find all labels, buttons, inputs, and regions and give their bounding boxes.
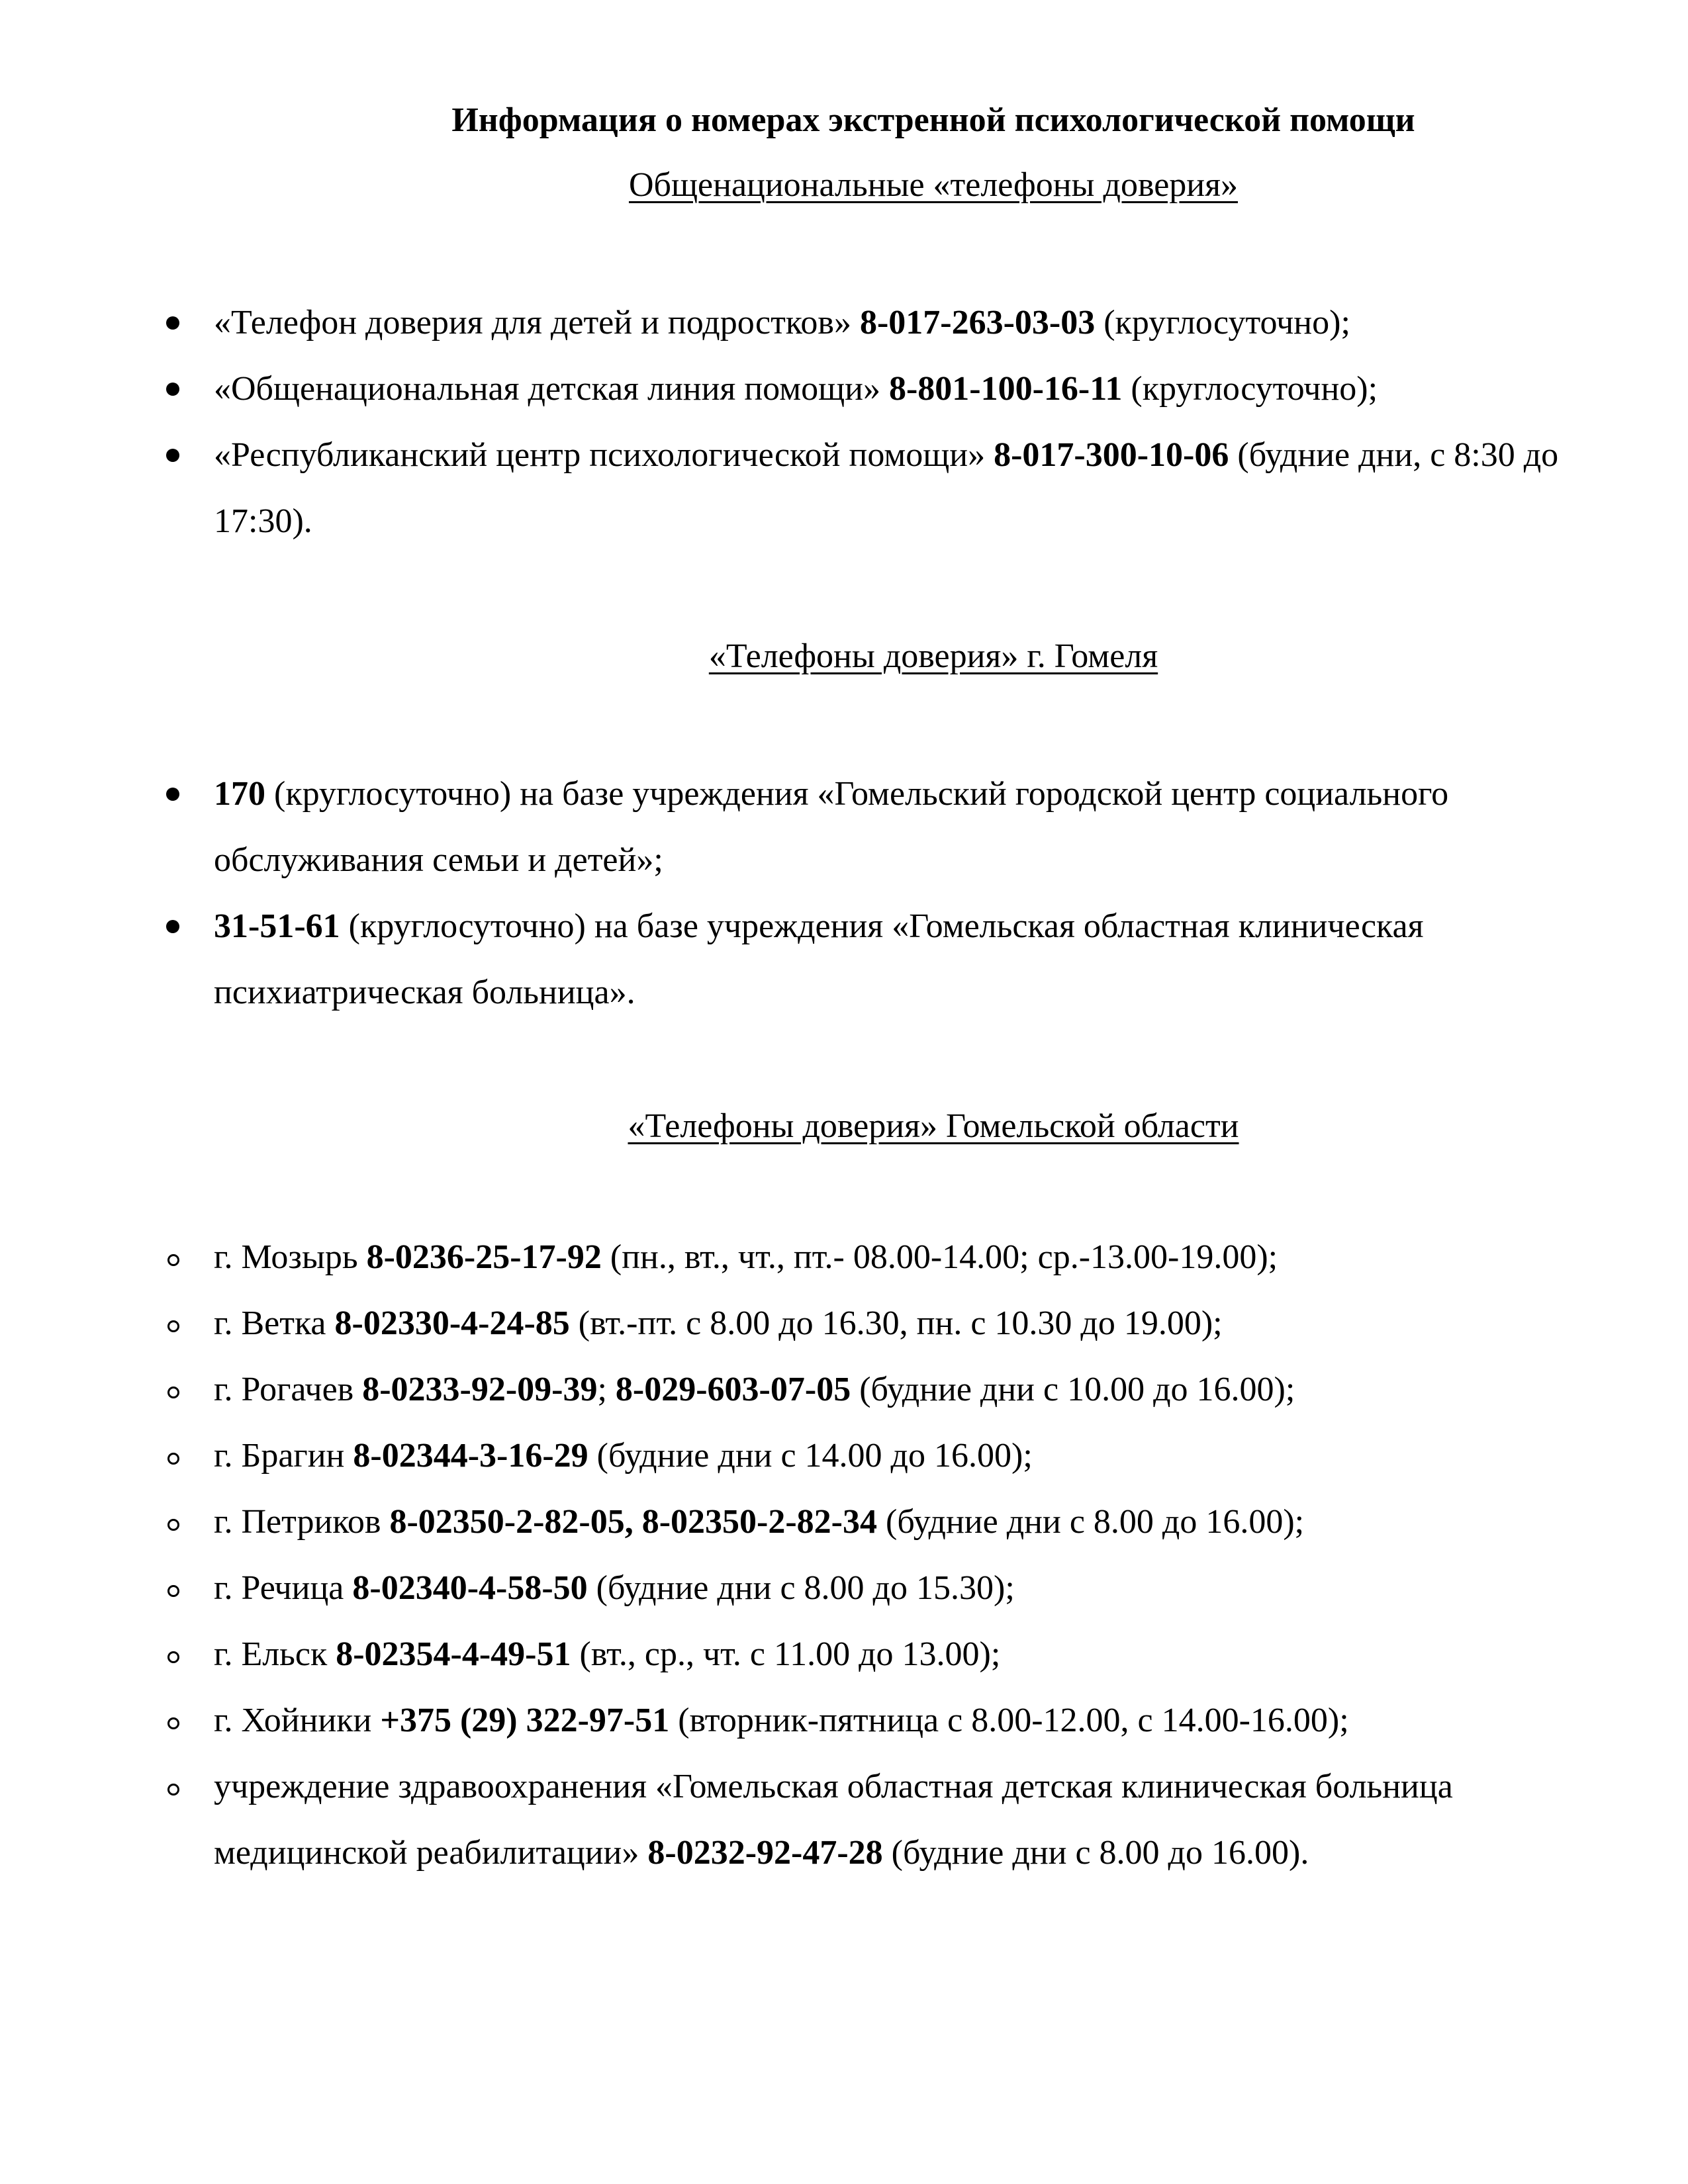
phone-number: 8-017-263-03-03 bbox=[859, 304, 1096, 341]
phone-number: 8-0236-25-17-92 bbox=[366, 1238, 602, 1276]
list-item: г. Брагин 8-02344-3-16-29 (будние дни с 14.00 до 16.00); bbox=[214, 1437, 1033, 1475]
phone-number: 8-02350-2-82-05, 8-02350-2-82-34 bbox=[389, 1503, 877, 1541]
phone-number: +375 (29) 322-97-51 bbox=[380, 1702, 670, 1739]
section-heading-national: Общенациональные «телефоны доверия» bbox=[628, 166, 1239, 204]
phone-number: 8-02330-4-24-85 bbox=[334, 1304, 570, 1342]
list-item: г. Мозырь 8-0236-25-17-92 (пн., вт., чт., пт.- 08.00-14.00; ср.-13.00-19.00); bbox=[214, 1238, 1278, 1276]
phone-number: 8-02354-4-49-51 bbox=[336, 1635, 571, 1673]
phone-number: 8-017-300-10-06 bbox=[994, 436, 1229, 474]
phone-number: 8-0232-92-47-28 bbox=[647, 1834, 883, 1872]
list-item: «Республиканский центр психологической помощи» 8-017-300-10-06 (будние дни, с 8:30 до 17:30). bbox=[214, 436, 1559, 540]
gomel-city-hotlines-list bbox=[0, 761, 1688, 1026]
document-title: Информация о номерах экстренной психологической помощи bbox=[451, 101, 1415, 139]
section-heading-gomel-region: «Телефоны доверия» Гомельской области bbox=[628, 1107, 1239, 1145]
gomel-region-hotlines-list bbox=[0, 1224, 1688, 1886]
list-item: г. Петриков 8-02350-2-82-05, 8-02350-2-82-34 (будние дни с 8.00 до 16.00); bbox=[214, 1503, 1305, 1541]
phone-number: 8-02340-4-58-50 bbox=[352, 1569, 588, 1607]
phone-number: 8-0233-92-09-39 bbox=[362, 1371, 598, 1408]
section-heading-gomel-city: «Телефоны доверия» г. Гомеля bbox=[708, 637, 1158, 675]
list-item: г. Ветка 8-02330-4-24-85 (вт.-пт. с 8.00 до 16.30, пн. с 10.30 до 19.00); bbox=[214, 1304, 1223, 1342]
list-item: г. Речица 8-02340-4-58-50 (будние дни с 8.00 до 15.30); bbox=[214, 1569, 1015, 1607]
phone-number: 8-02344-3-16-29 bbox=[353, 1437, 588, 1475]
list-item: «Телефон доверия для детей и подростков» 8-017-263-03-03 (круглосуточно); bbox=[214, 304, 1350, 341]
phone-number: 31-51-61 bbox=[214, 907, 340, 945]
list-item: г. Рогачев 8-0233-92-09-39; 8-029-603-07-05 (будние дни с 10.00 до 16.00); bbox=[214, 1371, 1295, 1408]
list-item: 31-51-61 (круглосуточно) на базе учреждения «Гомельская областная клиническая психиатрическая больница». bbox=[214, 907, 1424, 1011]
list-item: г. Хойники +375 (29) 322-97-51 (вторник-пятница с 8.00-12.00, с 14.00-16.00); bbox=[214, 1702, 1349, 1739]
national-hotlines-list bbox=[0, 290, 1688, 555]
phone-number-secondary: 8-029-603-07-05 bbox=[615, 1371, 851, 1408]
phone-number: 8-801-100-16-11 bbox=[888, 370, 1123, 408]
list-item: 170 (круглосуточно) на базе учреждения «Гомельский городской центр социального обслуживания семьи и детей»; bbox=[214, 775, 1449, 879]
list-item: г. Ельск 8-02354-4-49-51 (вт., ср., чт. с 11.00 до 13.00); bbox=[214, 1635, 1001, 1673]
phone-number: 170 bbox=[214, 775, 265, 813]
list-item: «Общенациональная детская линия помощи» 8-801-100-16-11 (круглосуточно); bbox=[214, 370, 1378, 408]
list-item: учреждение здравоохранения «Гомельская областная детская клиническая больница медицинской реабилитации» 8-0232-92-47-28 (будние дни с 8.00 до 16.00). bbox=[214, 1768, 1453, 1872]
